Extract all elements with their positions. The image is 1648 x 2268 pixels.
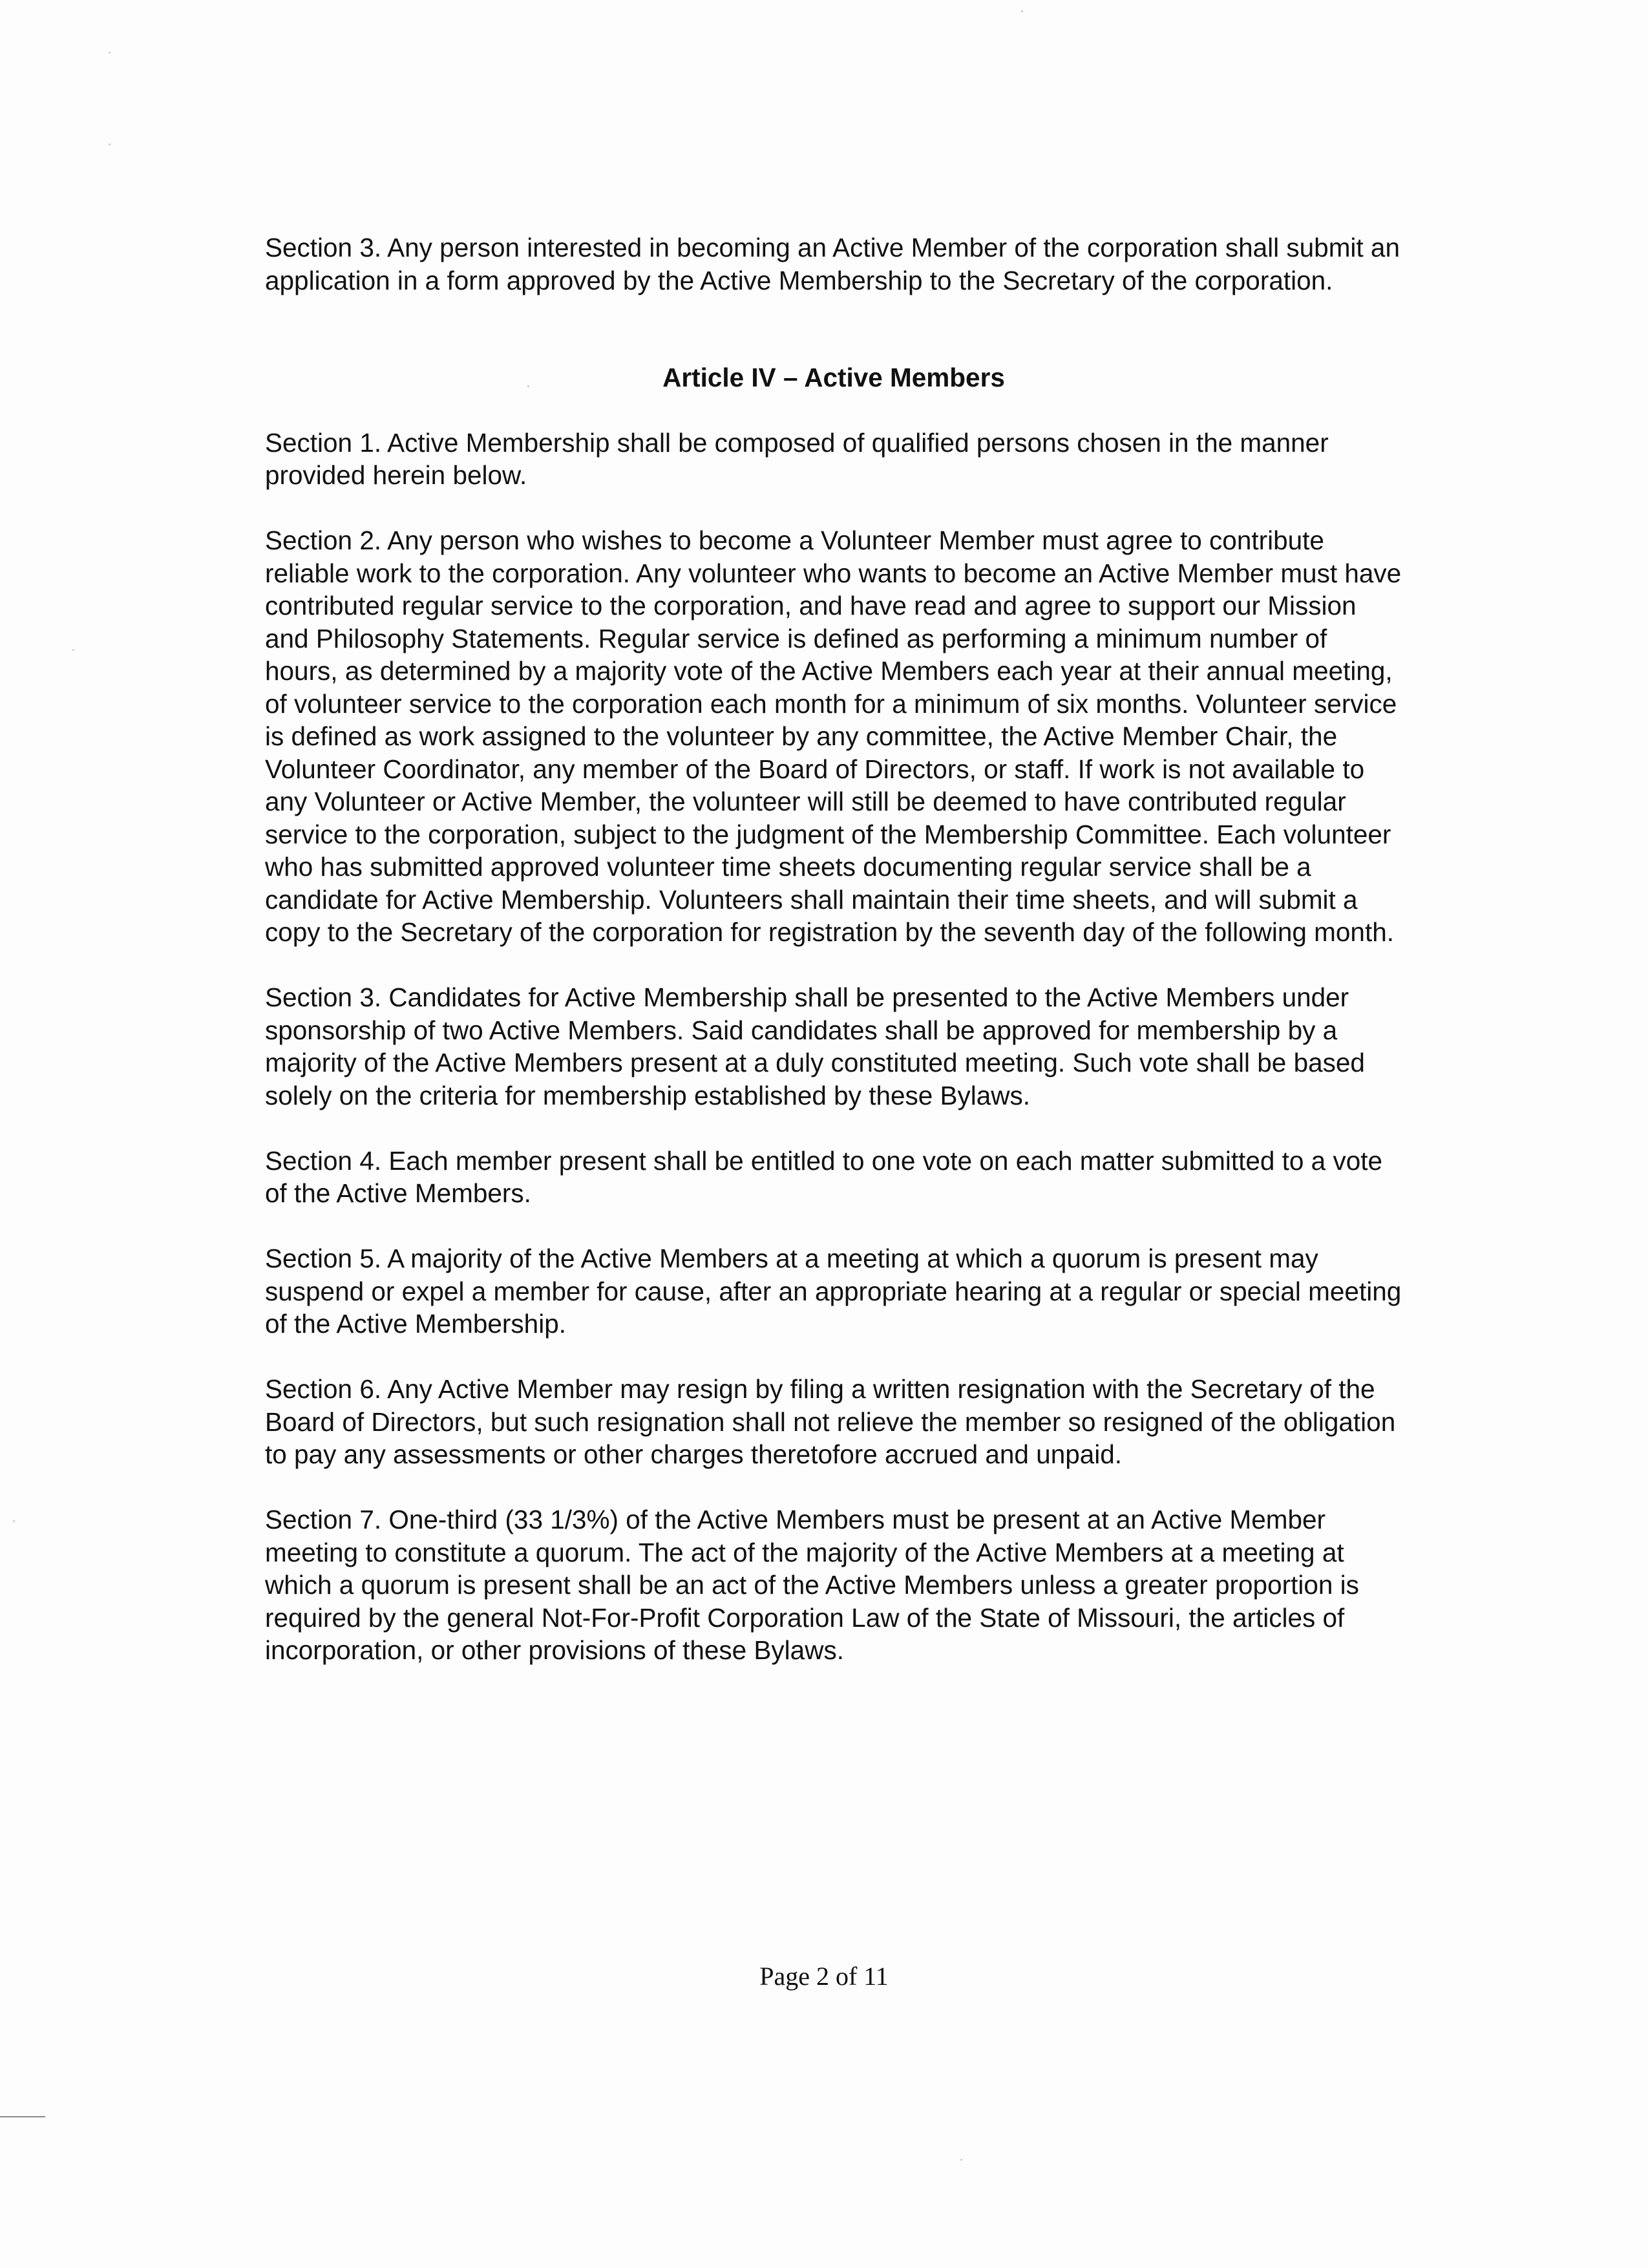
scan-speck [1021, 10, 1023, 12]
scan-speck [960, 2159, 962, 2161]
section-7-paragraph: Section 7. One-third (33 1/3%) of the Active Members must be present at an Active Member meeting to constitute a quorum. The act of the majority of the Active Members at a meeting at which a quorum is present shall be an act of the Active Members unless a greater proportion is required by the general Not-For-Profit Corporation Law of the State of Missouri, the articles of incorporation, or other provisions of these Bylaws. [265, 1505, 1359, 1665]
section-2-paragraph: Section 2. Any person who wishes to become a Volunteer Member must agree to contribute reliable work to the corporation. Any volunteer who wants to become an Active Member must have contributed regular service to the corporation, and have read and agree to support our Mission and Philosophy Statements. Regular service is defined as performing a minimum number of hours, as determined by a majority vote of the Active Members each year at their annual meeting, of volunteer service to the corporation each month for a minimum of six months. Volunteer service is defined as work assigned to the volunteer by any committee, the Active Member Chair, the Volunteer Coordinator, any member of the Board of Directors, or staff. If work is not available to any Volunteer or Active Member, the volunteer will still be deemed to have contributed regular service to the corporation, subject to the judgment of the Membership Committee. Each volunteer who has submitted approved volunteer time sheets documenting regular service shall be a candidate for Active Membership. Volunteers shall maintain their time sheets, and will submit a copy to the Secretary of the corporation for registration by the seventh day of the following month. [265, 525, 1402, 947]
scan-speck [109, 52, 111, 54]
section-5-paragraph: Section 5. A majority of the Active Members at a meeting at which a quorum is present may suspend or expel a member for cause, after an appropriate hearing at a regular or special meeting of the Active Membership. [265, 1244, 1402, 1339]
section-3-prior-article: Section 3. Any person interested in becoming an Active Member of the corporation shall submit an application in a form approved by the Active Membership to the Secretary of the corporation. [265, 233, 1400, 295]
section-1-paragraph: Section 1. Active Membership shall be composed of qualified persons chosen in the manner provided herein below. [265, 427, 1329, 490]
scan-edge-mark [0, 2116, 45, 2117]
article-iv-heading: Article IV – Active Members [662, 363, 1005, 392]
section-4-paragraph: Section 4. Each member present shall be entitled to one vote on each matter submitted to a vote of the Active Members. [265, 1145, 1383, 1208]
section-6-paragraph: Section 6. Any Active Member may resign by filing a written resignation with the Secretary of the Board of Directors, but such resignation shall not relieve the member so resigned of the obligation to pay any assessments or other charges theretofore accrued and unpaid. [265, 1374, 1396, 1469]
scan-speck [527, 385, 529, 387]
scan-speck [109, 143, 111, 145]
document-body [265, 231, 1402, 1667]
scan-speck [72, 649, 74, 651]
scan-speck [13, 1520, 15, 1522]
section-3-paragraph: Section 3. Candidates for Active Membership shall be presented to the Active Members under sponsorship of two Active Members. Said candidates shall be approved for membership by a majority of the Active Members present at a duly constituted meeting. Such vote shall be based solely on the criteria for membership established by these Bylaws. [265, 982, 1365, 1110]
page-number-footer: Page 2 of 11 [759, 1962, 889, 1991]
